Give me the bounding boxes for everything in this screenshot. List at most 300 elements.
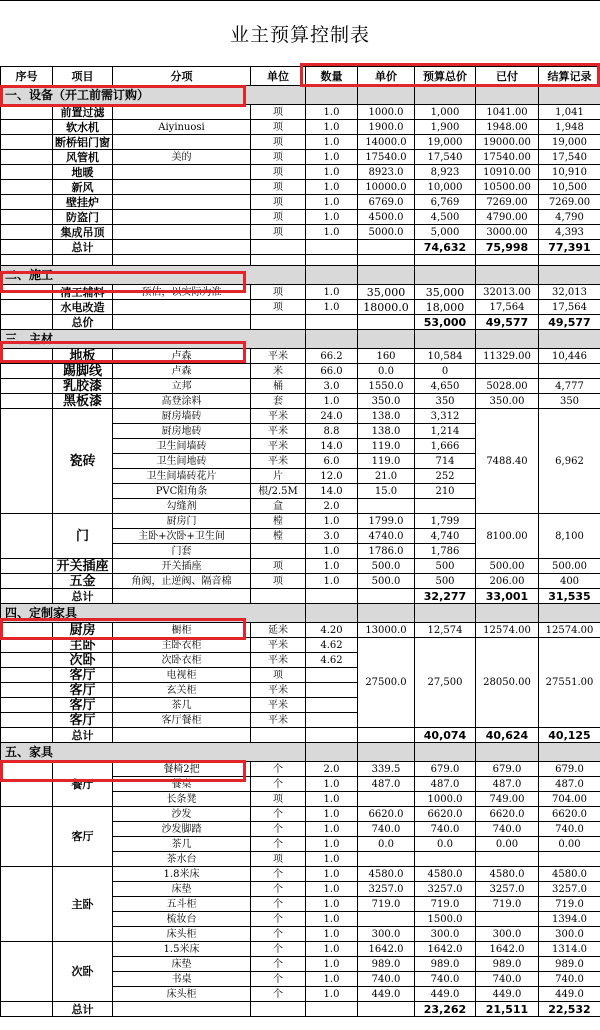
total-settle: 77,391: [539, 240, 600, 255]
section-fill: [476, 330, 539, 349]
cell: [1, 210, 53, 225]
total-paid: 21,511: [476, 1002, 539, 1017]
cell: [306, 1002, 358, 1017]
cell: [113, 240, 251, 255]
cell: [1, 285, 53, 300]
budget-total: 1,000: [415, 105, 476, 120]
budget-total: 1,666: [415, 439, 476, 454]
cell: [1, 315, 53, 330]
unit-price: 500.0: [358, 574, 415, 589]
cell: [539, 255, 600, 266]
budget-total: 0.0: [415, 837, 476, 852]
budget-total: 989.0: [415, 957, 476, 972]
quantity: 1.0: [306, 135, 358, 150]
cell: [476, 255, 539, 266]
cell: [1, 942, 53, 1002]
paid: 500.00: [476, 559, 539, 574]
budget-total: 740.0: [415, 972, 476, 987]
quantity: 66.2: [306, 349, 358, 364]
unit-price: 3257.0: [358, 882, 415, 897]
unit-price: 4580.0: [358, 867, 415, 882]
column-header: 序号: [1, 67, 53, 86]
quantity: 1.0: [306, 897, 358, 912]
sub-item: 立邦: [113, 379, 251, 394]
cell: [1, 165, 53, 180]
sub-item: [113, 165, 251, 180]
section-title: 四、定制家具: [1, 604, 306, 623]
budget-total: 1,786: [415, 544, 476, 559]
section-fill: [539, 86, 600, 105]
total-label: 总计: [53, 728, 113, 743]
paid: 1642.0: [476, 942, 539, 957]
paid: 1948.00: [476, 120, 539, 135]
quantity: 1.0: [306, 867, 358, 882]
table-row: [1, 574, 600, 589]
sub-item: PVC阳角条: [113, 484, 251, 499]
budget-total: 300.0: [415, 927, 476, 942]
settlement: 4,777: [539, 379, 600, 394]
quantity: 1.0: [306, 105, 358, 120]
item-name: 五金: [53, 574, 113, 589]
table-row: [1, 409, 600, 424]
sub-item: 卫生间地砖: [113, 454, 251, 469]
unit-price: 4740.0: [358, 529, 415, 544]
table-row: [1, 638, 600, 653]
cell: [1, 364, 53, 379]
total-label: 总计: [53, 1002, 113, 1017]
unit: 桶: [251, 379, 306, 394]
cell: [1, 653, 53, 668]
section-fill: [415, 266, 476, 285]
budget-total: 17,540: [415, 150, 476, 165]
quantity: 2.0: [306, 499, 358, 514]
sub-item: 卢森: [113, 349, 251, 364]
section-fill: [539, 604, 600, 623]
unit: 个: [251, 957, 306, 972]
cell: [306, 728, 358, 743]
quantity: 1.0: [306, 514, 358, 529]
paid: 4790.00: [476, 210, 539, 225]
quantity: 1.0: [306, 165, 358, 180]
sub-item: 主卧衣柜: [113, 638, 251, 653]
section-title: 二、施工: [1, 266, 306, 285]
section-fill: [476, 266, 539, 285]
table-row: [1, 135, 600, 150]
budget-total: 210: [415, 484, 476, 499]
paid: 989.0: [476, 957, 539, 972]
settlement: 1,041: [539, 105, 600, 120]
quantity: 8.8: [306, 424, 358, 439]
budget-total: 4580.0: [415, 867, 476, 882]
cell: [1, 762, 53, 807]
paid: 679.0: [476, 762, 539, 777]
quantity: 1.0: [306, 285, 358, 300]
unit-price: 5000.0: [358, 225, 415, 240]
sub-item: 玄关柜: [113, 683, 251, 698]
settlement: 487.0: [539, 777, 600, 792]
total-settle: 40,125: [539, 728, 600, 743]
construction-total-row: [1, 315, 600, 330]
budget-total: 1,214: [415, 424, 476, 439]
cell: [1, 180, 53, 195]
sub-item: 卫生间墙砖: [113, 439, 251, 454]
cell: [1, 867, 53, 942]
unit: 个: [251, 807, 306, 822]
budget-total: 1000.0: [415, 792, 476, 807]
sub-item: 厨房地砖: [113, 424, 251, 439]
item-name: 集成吊顶: [53, 225, 113, 240]
column-header: 预算总价: [415, 67, 476, 86]
table-row: [1, 514, 600, 529]
unit-price: 35,000: [358, 285, 415, 300]
cell: [1, 150, 53, 165]
item-name: 主卧: [53, 638, 113, 653]
unit: 项: [251, 105, 306, 120]
quantity: 1.0: [306, 987, 358, 1002]
item-name: 主卧: [53, 867, 113, 942]
unit-price: 21.0: [358, 469, 415, 484]
paid: 28050.00: [476, 638, 539, 728]
cell: [1, 240, 53, 255]
cell: [251, 1002, 306, 1017]
unit: 平米: [251, 698, 306, 713]
quantity: [306, 683, 358, 698]
unit: 樘: [251, 529, 306, 544]
unit: 平米: [251, 454, 306, 469]
total-budget: 40,074: [415, 728, 476, 743]
sub-item: 橱柜: [113, 623, 251, 638]
paid: 7488.40: [476, 409, 539, 514]
budget-total: 27,500: [415, 638, 476, 728]
total-label: 总价: [53, 315, 113, 330]
unit-price: 160: [358, 349, 415, 364]
settlement: 0.00: [539, 837, 600, 852]
settlement: 4580.0: [539, 867, 600, 882]
quantity: 6.0: [306, 454, 358, 469]
total-budget: 32,277: [415, 589, 476, 604]
unit-price: 1642.0: [358, 942, 415, 957]
sub-item: 勾缝剂: [113, 499, 251, 514]
cell: [1, 807, 53, 867]
cell: [358, 315, 415, 330]
cell: [1, 589, 53, 604]
sub-item: 茶几: [113, 698, 251, 713]
budget-total: 487.0: [415, 777, 476, 792]
quantity: 1.0: [306, 852, 358, 867]
budget-total: 10,584: [415, 349, 476, 364]
settlement: 10,910: [539, 165, 600, 180]
unit-price: 119.0: [358, 454, 415, 469]
table-row: [1, 623, 600, 638]
cell: [113, 255, 251, 266]
sub-item: 次卧衣柜: [113, 653, 251, 668]
quantity: 1.0: [306, 807, 358, 822]
unit-price: 18000.0: [358, 300, 415, 315]
paid: 12574.00: [476, 623, 539, 638]
paid: 11329.00: [476, 349, 539, 364]
sub-item: [113, 195, 251, 210]
cell: [1, 574, 53, 589]
paid: 749.00: [476, 792, 539, 807]
unit-price: 719.0: [358, 897, 415, 912]
paid: 19000.00: [476, 135, 539, 150]
section-fill: [306, 330, 358, 349]
section-fill: [415, 86, 476, 105]
cell: [1, 728, 53, 743]
unit-price: 989.0: [358, 957, 415, 972]
table-row: [1, 942, 600, 957]
sub-item: 床垫: [113, 882, 251, 897]
item-name: 开关插座: [53, 559, 113, 574]
settlement: 3257.0: [539, 882, 600, 897]
cell: [1, 409, 53, 514]
sub-item: 客厅餐柜: [113, 713, 251, 728]
sub-item: [113, 105, 251, 120]
item-name: 地板: [53, 349, 113, 364]
unit-price: 1799.0: [358, 514, 415, 529]
settlement: 10,500: [539, 180, 600, 195]
unit: 平米: [251, 424, 306, 439]
paid: 449.0: [476, 987, 539, 1002]
paid: 350.00: [476, 394, 539, 409]
paid: 17,564: [476, 300, 539, 315]
unit-price: 138.0: [358, 424, 415, 439]
unit: 项: [251, 210, 306, 225]
custom-total-row: [1, 728, 600, 743]
paid: 17540.00: [476, 150, 539, 165]
cell: [1, 638, 53, 653]
quantity: 3.0: [306, 379, 358, 394]
quantity: 1.0: [306, 544, 358, 559]
unit-price: 6769.0: [358, 195, 415, 210]
sub-item: 1.8米床: [113, 867, 251, 882]
quantity: [306, 698, 358, 713]
sub-item: 餐桌: [113, 777, 251, 792]
sub-item: 床垫: [113, 957, 251, 972]
section-title: 五、家具: [1, 743, 306, 762]
table-row: [1, 165, 600, 180]
settlement: 7269.00: [539, 195, 600, 210]
unit: [251, 544, 306, 559]
paid: 719.0: [476, 897, 539, 912]
settlement: 1314.0: [539, 942, 600, 957]
item-name: 客厅: [53, 683, 113, 698]
equipment-total-row: [1, 240, 600, 255]
section-fill: [539, 743, 600, 762]
total-paid: 33,001: [476, 589, 539, 604]
unit-price: 740.0: [358, 972, 415, 987]
cell: [1, 105, 53, 120]
materials-total-row: [1, 589, 600, 604]
paid: 300.0: [476, 927, 539, 942]
section-fill: [476, 86, 539, 105]
budget-total: 0: [415, 364, 476, 379]
unit-price: 27500.0: [358, 638, 415, 728]
unit-price: 13000.0: [358, 623, 415, 638]
quantity: 1.0: [306, 882, 358, 897]
unit: 套: [251, 394, 306, 409]
cell: [306, 240, 358, 255]
quantity: 1.0: [306, 927, 358, 942]
sub-item: 预估，以实际为准: [113, 285, 251, 300]
cell: [358, 1002, 415, 1017]
section-materials: [1, 330, 600, 349]
quantity: 1.0: [306, 822, 358, 837]
quantity: 1.0: [306, 120, 358, 135]
budget-total: 4,650: [415, 379, 476, 394]
cell: [53, 255, 113, 266]
budget-total: 1642.0: [415, 942, 476, 957]
section-fill: [539, 266, 600, 285]
settlement: 1,948: [539, 120, 600, 135]
settlement: 19,000: [539, 135, 600, 150]
sub-item: 书桌: [113, 972, 251, 987]
cell: [113, 589, 251, 604]
unit-price: 487.0: [358, 777, 415, 792]
unit: 米: [251, 364, 306, 379]
cell: [113, 728, 251, 743]
settlement: 17,564: [539, 300, 600, 315]
budget-total: 5,000: [415, 225, 476, 240]
unit-price: 17540.0: [358, 150, 415, 165]
table-row: [1, 867, 600, 882]
budget-total: 6,769: [415, 195, 476, 210]
budget-total: 1,799: [415, 514, 476, 529]
cell: [113, 315, 251, 330]
item-name: 厨房: [53, 623, 113, 638]
section-fill: [306, 266, 358, 285]
unit-price: [358, 792, 415, 807]
budget-total: 3257.0: [415, 882, 476, 897]
unit: 个: [251, 912, 306, 927]
total-label: 总计: [53, 589, 113, 604]
section-fill: [415, 604, 476, 623]
section-fill: [358, 86, 415, 105]
unit: 个: [251, 777, 306, 792]
settlement: 12574.00: [539, 623, 600, 638]
quantity: [306, 668, 358, 683]
cell: [415, 255, 476, 266]
budget-total: 449.0: [415, 987, 476, 1002]
cell: [306, 255, 358, 266]
sub-item: 五斗柜: [113, 897, 251, 912]
paid: 0.00: [476, 837, 539, 852]
item-name: 软水机: [53, 120, 113, 135]
unit-price: 300.0: [358, 927, 415, 942]
cell: [358, 589, 415, 604]
unit-price: 10000.0: [358, 180, 415, 195]
unit-price: [358, 852, 415, 867]
quantity: 1.0: [306, 180, 358, 195]
section-fill: [415, 743, 476, 762]
cell: [306, 589, 358, 604]
item-name: 次卧: [53, 653, 113, 668]
total-settle: 22,532: [539, 1002, 600, 1017]
quantity: 1.0: [306, 300, 358, 315]
total-budget: 23,262: [415, 1002, 476, 1017]
table-row: [1, 807, 600, 822]
sub-item: 沙发: [113, 807, 251, 822]
section-fill: [476, 743, 539, 762]
settlement: 350: [539, 394, 600, 409]
cell: [306, 315, 358, 330]
unit: 个: [251, 897, 306, 912]
paid: 1041.00: [476, 105, 539, 120]
column-header: 单价: [358, 67, 415, 86]
budget-total: 6620.0: [415, 807, 476, 822]
sub-item: Aiyinuosi: [113, 120, 251, 135]
item-name: 乳胶漆: [53, 379, 113, 394]
settlement: 10,446: [539, 349, 600, 364]
quantity: 1.0: [306, 559, 358, 574]
cell: [1, 120, 53, 135]
settlement: 989.0: [539, 957, 600, 972]
unit-price: 8923.0: [358, 165, 415, 180]
cell: [1, 623, 53, 638]
settlement: 1394.0: [539, 912, 600, 927]
settlement: 500.00: [539, 559, 600, 574]
unit: 平米: [251, 439, 306, 454]
column-header: 数量: [306, 67, 358, 86]
sub-item: [113, 180, 251, 195]
section-fill: [539, 330, 600, 349]
budget-total: 719.0: [415, 897, 476, 912]
paid: 206.00: [476, 574, 539, 589]
total-paid: 40,624: [476, 728, 539, 743]
budget-total: 500: [415, 574, 476, 589]
quantity: 2.0: [306, 762, 358, 777]
quantity: 1.0: [306, 574, 358, 589]
section-fill: [358, 743, 415, 762]
sub-item: 角阀，止逆阀、隔音棉: [113, 574, 251, 589]
item-name: 前置过滤: [53, 105, 113, 120]
quantity: 1.0: [306, 150, 358, 165]
paid: 740.0: [476, 822, 539, 837]
unit-price: 339.5: [358, 762, 415, 777]
cell: [1, 514, 53, 559]
cell: [113, 1002, 251, 1017]
cell: [1, 559, 53, 574]
item-name: 风管机: [53, 150, 113, 165]
total-budget: 53,000: [415, 315, 476, 330]
total-paid: 75,998: [476, 240, 539, 255]
unit: 个: [251, 987, 306, 1002]
quantity: [306, 713, 358, 728]
sub-item: 茶水台: [113, 852, 251, 867]
sub-item: 电视柜: [113, 668, 251, 683]
paid: 6620.0: [476, 807, 539, 822]
cell: [1, 713, 53, 728]
section-fill: [476, 604, 539, 623]
unit-price: 500.0: [358, 559, 415, 574]
item-name: 黑板漆: [53, 394, 113, 409]
paid: 487.0: [476, 777, 539, 792]
budget-total: 35,000: [415, 285, 476, 300]
item-name: 餐厅: [53, 762, 113, 807]
sub-item: [113, 210, 251, 225]
sub-item: [113, 225, 251, 240]
unit: 延米: [251, 623, 306, 638]
unit-price: 350.0: [358, 394, 415, 409]
table-row: [1, 394, 600, 409]
unit: 项: [251, 135, 306, 150]
paid: 740.0: [476, 972, 539, 987]
unit: 个: [251, 867, 306, 882]
cell: [1, 379, 53, 394]
paid: 10910.00: [476, 165, 539, 180]
table-row: [1, 150, 600, 165]
column-header: 结算记录: [539, 67, 600, 86]
